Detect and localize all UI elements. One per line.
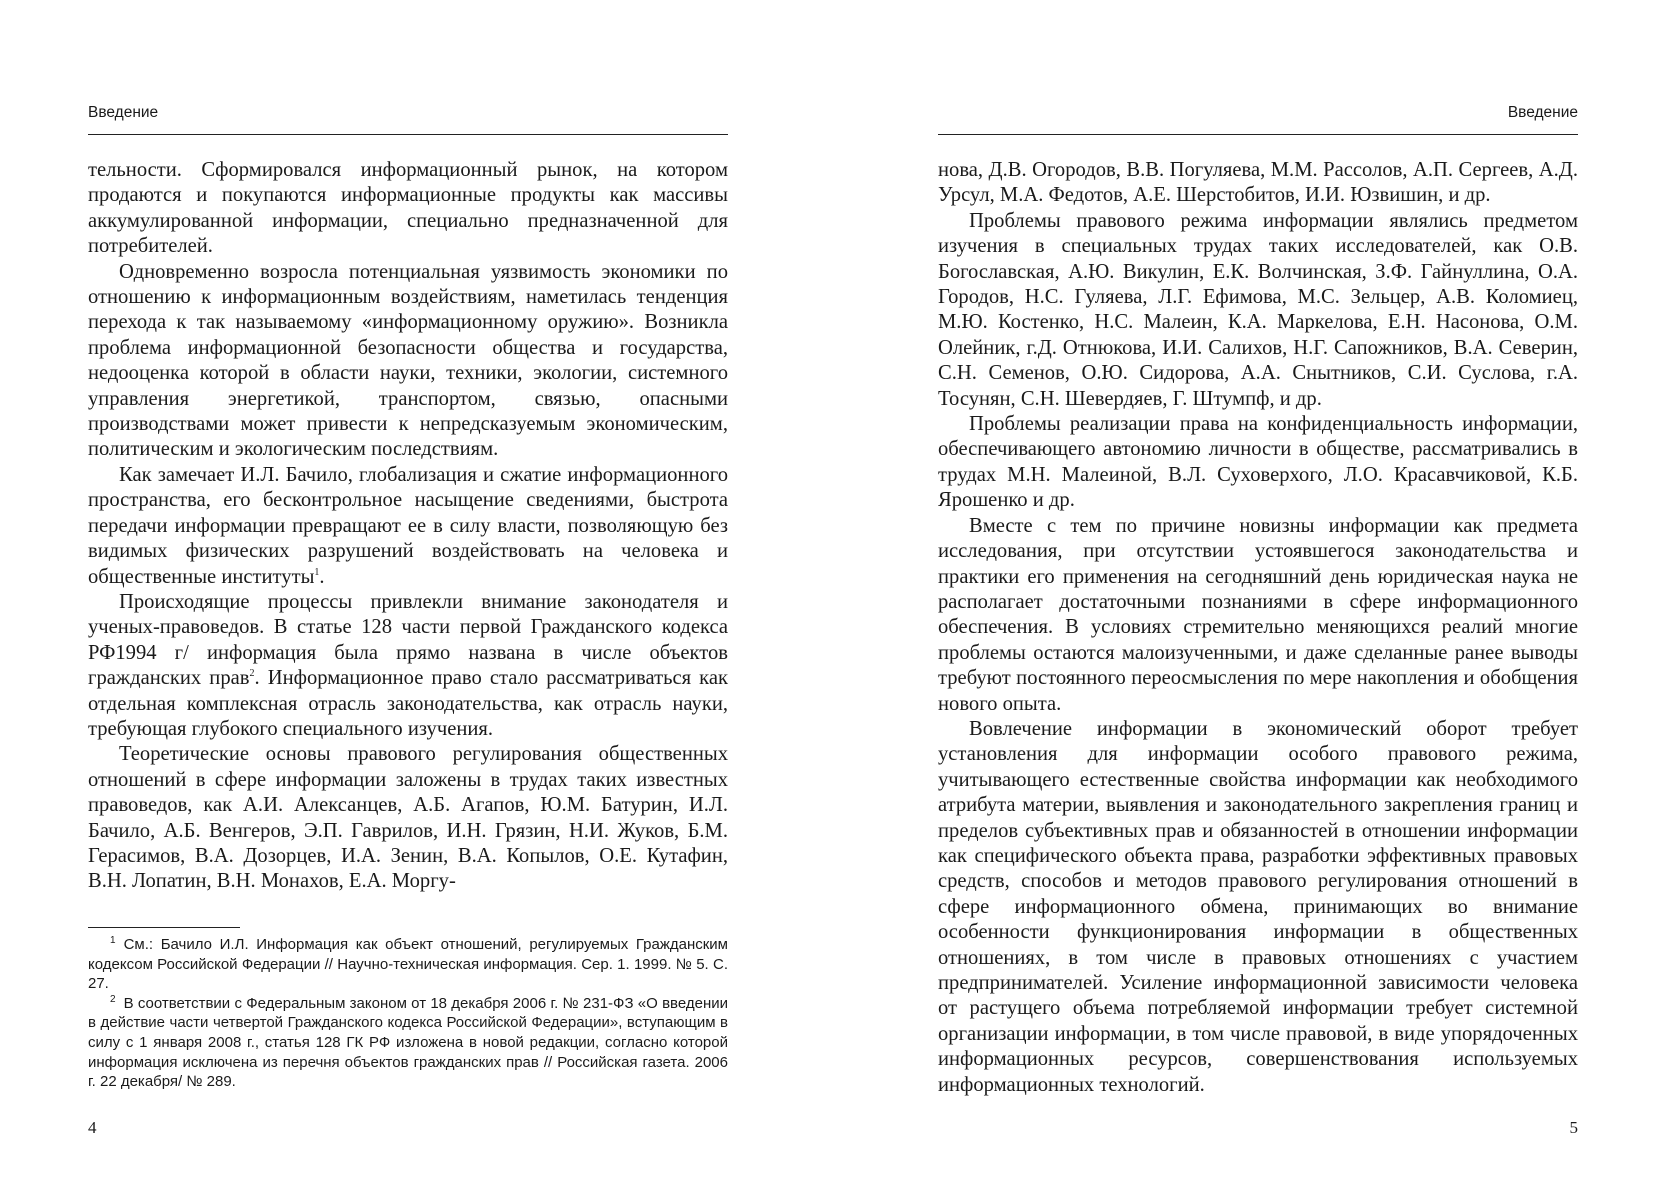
paragraph: нова, Д.В. Огородов, В.В. Погуляева, М.М. Рассолов, А.П. Сергеев, А.Д. Урсул, М.А. Федотов, А.Е. Шерстобитов, И.И. Юзвишин, и др. bbox=[938, 159, 1578, 207]
paragraph: Одновременно возросла потенциальная уязвимость экономики по отношению к информационным воздействиям, наметилась тенденция перехода к так называемому «информационному оружию». Возникла проблема информационной безопасности общества и государства, недооценка которой в области науки, техники, экологии, системного управления энергетикой, транспортом, связью, опасными производствами может привести к непредсказуемым экономическим, политическим и экологическим последствиям. bbox=[88, 260, 728, 461]
paragraph: тельности. Сформировался информационный рынок, на котором продаются и покупаются информационные продукты как массивы аккумулированной информации, специально предназначенной для потребителей. bbox=[88, 159, 728, 258]
right-page bbox=[938, 0, 1578, 1199]
paragraph: Вместе с тем по причине новизны информации как предмета исследования, при отсутствии устоявшегося законодательства и практики его применения на сегодняшний день юридическая наука не располагает достаточными познаниями в сфере информационного обеспечения. В условиях стремительно меняющихся реалий многие проблемы остаются малоизученными, и даже сделанные ранее выводы требуют постоянного переосмысления по мере накопления и обобщения нового опыта. bbox=[938, 514, 1578, 715]
footnote-number: 2 bbox=[110, 993, 116, 1005]
footnote-text: В соответствии с Федеральным законом от 18 декабря 2006 г. № 231-ФЗ «О введении в действие части четвертой Гражданского кодекса Российской Федерации», вступающим в силу с 1 января 2008 г., статья 128 ГК РФ изложена в новой редакции, согласно которой информация исключена из перечня объектов гражданских прав // Российская газета. 2006 г. 22 декабря/ № 289. bbox=[88, 994, 728, 1091]
paragraph: Вовлечение информации в экономический оборот требует установления для информации особого правового режима, учитывающего естественные свойства информации как необходимого атрибута материи, выявления и законодательного закрепления границ и пределов субъективных прав и обязанностей в отношении информации как специфического объекта права, разработки эффективных правовых средств, способов и методов правового регулирования отношений в сфере информационного обмена, принимающих во внимание особенности функционирования информации в общественных отношениях, в том числе в правовых отношениях с участием предпринимателей. Усиление информационной зависимости человека от растущего объема потребляемой информации требует системной организации информации, в том числе правовой, в виде упорядоченных информационных ресурсов, совершенствования используемых информационных технологий. bbox=[938, 717, 1578, 1096]
footnotes bbox=[88, 935, 728, 1092]
paragraph-tail: . bbox=[254, 667, 260, 690]
body-text bbox=[88, 158, 728, 895]
running-head: Введение bbox=[938, 104, 1578, 135]
paragraph: Теоретические основы правового регулирования общественных отношений в сфере информации заложены в трудах таких известных правоведов, как А.И. Алексанцев, А.Б. Агапов, Ю.М. Батурин, И.Л. Бачило, А.Б. Венгеров, Э.П. Гаврилов, И.Н. Грязин, Н.И. Жуков, Б.М. Герасимов, В.А. Дозорцев, И.А. Зенин, В.А. Копылов, О.Е. Кутафин, В.Н. Лопатин, В.Н. Монахов, Е.А. Моргу- bbox=[88, 743, 728, 893]
footnote-text: См.: Бачило И.Л. Информация как объект отношений, регулируемых Гражданским кодексом Российской Федерации // Научно-техническая информация. Сер. 1. 1999. № 5. С. 27. bbox=[88, 936, 728, 993]
paragraph-text: Как замечает И.Л. Бачило, глобализация и сжатие информационного пространства, его бесконтрольное насыщение сведениями, быстрота передачи информации превращают ее в силу власти, позволяющую без видимых физических разрушений воздействовать на человека и общественные институты bbox=[88, 463, 728, 588]
paragraph-tail: . bbox=[319, 565, 325, 588]
paragraph: Проблемы правового режима информации являлись предметом изучения в специальных трудах таких исследователей, как О.В. Богославская, А.Ю. Викулин, Е.К. Волчинская, З.Ф. Гайнуллина, О.А. Городов, Н.С. Гуляева, Л.Г. Ефимова, М.С. Зельцер, А.В. Коломиец, М.Ю. Костенко, Н.С. Малеин, К.А. Маркелова, Е.Н. Насонова, О.М. Олейник, г.Д. Отнюкова, И.И. Салихов, Н.Г. Сапожников, В.А. Северин, С.Н. Семенов, О.Ю. Сидорова, А.А. Снытников, С.И. Суслова, г.А. Тосунян, С.Н. Шевердяев, Г. Штумпф, и др. bbox=[938, 209, 1578, 410]
footnote-ref[interactable]: 1 bbox=[314, 566, 320, 578]
page-number: 4 bbox=[88, 1118, 97, 1137]
paragraph bbox=[88, 590, 728, 742]
paragraph: Проблемы реализации права на конфиденциальность информации, обеспечивающего автономию личности в обществе, рассматривались в трудах М.Н. Малеиной, В.Л. Суховерхого, Л.О. Красавчиковой, К.Б. Ярошенко и др. bbox=[938, 413, 1578, 512]
footnote bbox=[88, 935, 728, 994]
paragraph-text: Информационное право стало рассматриваться как отдельная комплексная отрасль законодательства, как отрасль науки, требующая глубокого специального изучения. bbox=[88, 667, 729, 740]
footnote bbox=[88, 994, 728, 1092]
paragraph-text: Происходящие процессы привлекли внимание законодателя и ученых-правоведов. В статье 128 части первой Гражданского кодекса РФ1994 г/ информация была прямо названа в числе объектов гражданских прав bbox=[88, 590, 728, 690]
body-text bbox=[938, 158, 1578, 1098]
footnote-number: 1 bbox=[110, 935, 116, 946]
page-number: 5 bbox=[1569, 1118, 1578, 1137]
footnote-divider bbox=[88, 927, 240, 928]
footnote-ref[interactable]: 2 bbox=[249, 668, 255, 680]
running-head: Введение bbox=[88, 104, 728, 135]
paragraph bbox=[88, 463, 728, 590]
left-page bbox=[88, 0, 728, 1199]
